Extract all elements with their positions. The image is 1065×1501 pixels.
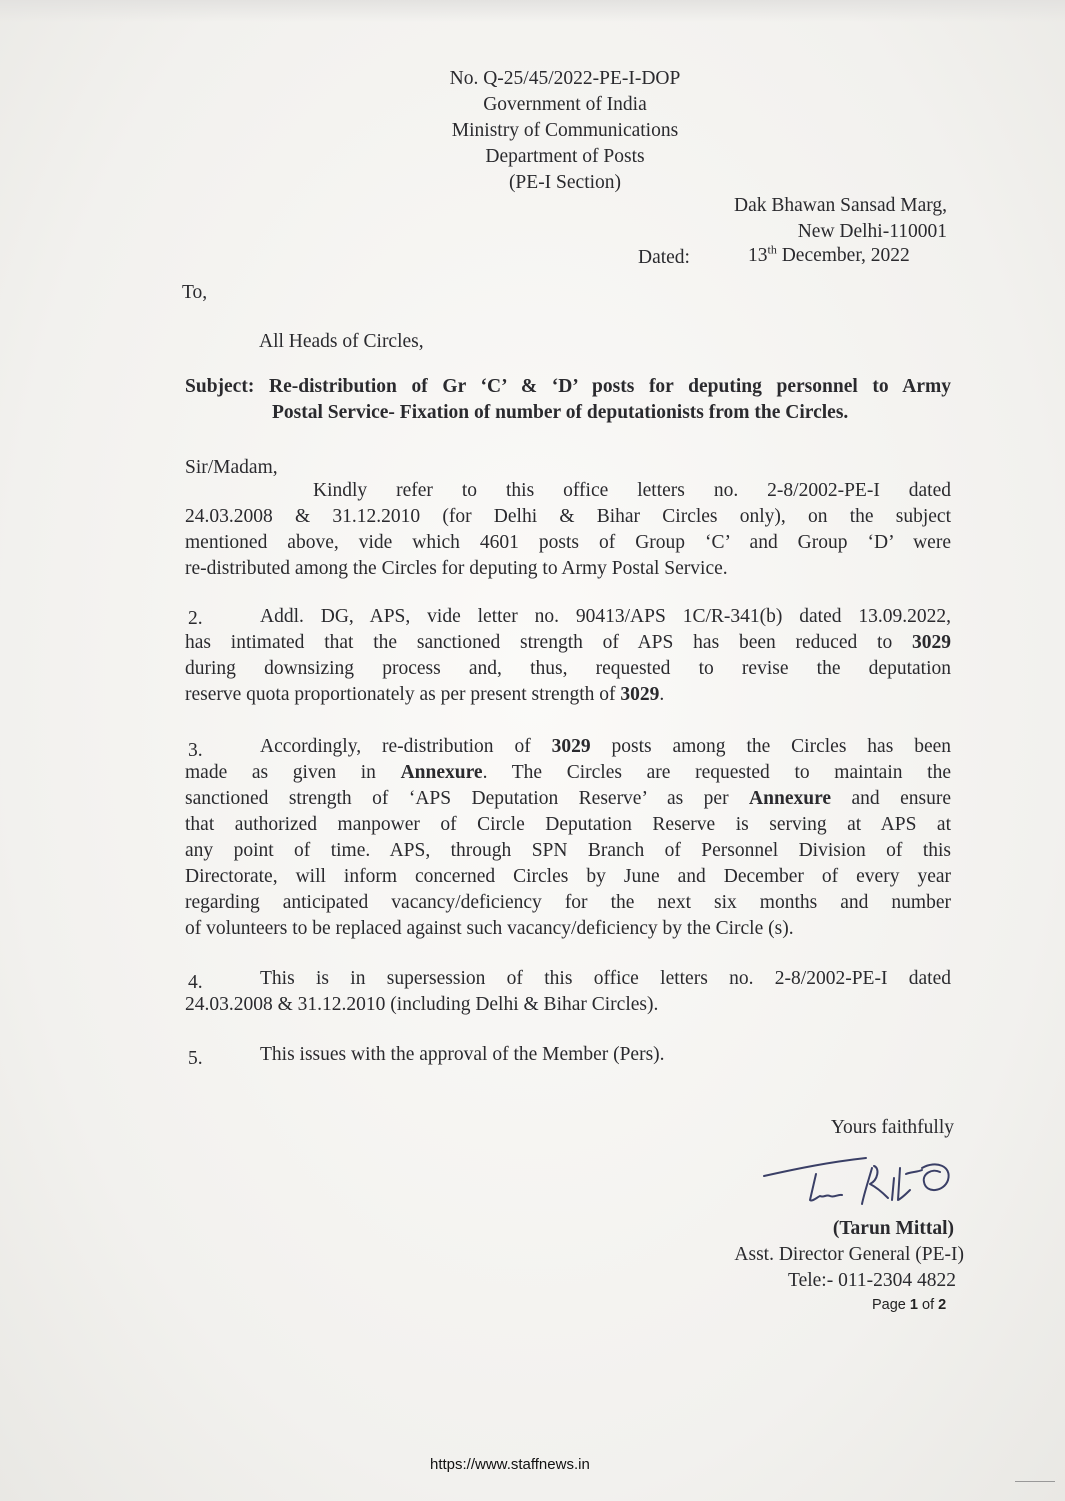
paragraph-4 (185, 966, 951, 1018)
address-line-1: Dak Bhawan Sansad Marg, (733, 195, 947, 216)
para1-line-2: 24.03.2008 & 31.12.2010 (for Delhi & Bihar Circles only), on the subject (185, 506, 951, 527)
scan-edge-shadow (0, 0, 1065, 22)
address-line-2: New Delhi-110001 (797, 221, 947, 242)
subject-line-1: Subject: Re-distribution of Gr ‘C’ & ‘D’ posts for deputing personnel to Army (185, 376, 951, 397)
subject-line-2: Postal Service- Fixation of number of deputationists from the Circles. (272, 402, 849, 423)
para2-line-2: has intimated that the sanctioned strength of APS has been reduced to 3029 (185, 632, 951, 653)
to-label: To, (182, 282, 208, 303)
signatory-telephone: Tele:- 011-2304 4822 (788, 1270, 956, 1291)
recipient: All Heads of Circles, (259, 331, 424, 352)
signatory-designation: Asst. Director General (PE-I) (734, 1244, 964, 1265)
paragraph-1 (185, 478, 951, 582)
para4-line-2: 24.03.2008 & 31.12.2010 (including Delhi & Bihar Circles). (185, 994, 659, 1015)
para1-line-3: mentioned above, vide which 4601 posts of Group ‘C’ and Group ‘D’ were (185, 532, 951, 553)
footer-url: https://www.staffnews.in (430, 1456, 590, 1473)
govt-line: Government of India (483, 94, 647, 115)
para2-line-3: during downsizing process and, thus, requested to revise the deputation (185, 658, 951, 679)
salutation: Sir/Madam, (185, 457, 278, 478)
section-line: (PE-I Section) (508, 172, 622, 193)
para4-line-1: This is in supersession of this office letters no. 2-8/2002-PE-I dated (260, 968, 951, 989)
page-number: Page 1 of 2 (872, 1297, 947, 1313)
para5-number: 5. (188, 1048, 203, 1069)
para5-line-1: This issues with the approval of the Member (Pers). (260, 1044, 665, 1065)
subject-block (185, 374, 951, 426)
para1-line-4: re-distributed among the Circles for deputing to Army Postal Service. (185, 558, 728, 579)
para3-line-1: Accordingly, re-distribution of 3029 posts among the Circles has been (260, 736, 952, 757)
para3-line-7: regarding anticipated vacancy/deficiency for the next six months and number (185, 892, 951, 913)
para3-line-8: of volunteers to be replaced against such vacancy/deficiency by the Circle (s). (185, 918, 794, 939)
para1-line-1: Kindly refer to this office letters no. 2-8/2002-PE-I dated (313, 480, 951, 501)
para2-number: 2. (188, 608, 203, 629)
closing: Yours faithfully (830, 1117, 954, 1138)
signatory-name: (Tarun Mittal) (832, 1218, 954, 1239)
file-number: No. Q-25/45/2022-PE-I-DOP (449, 68, 681, 89)
para3-line-6: Directorate, will inform concerned Circles by June and December of every year (185, 866, 951, 887)
para3-line-4: that authorized manpower of Circle Deputation Reserve is serving at APS at (185, 814, 951, 835)
para3-line-3: sanctioned strength of ‘APS Deputation Reserve’ as per Annexure and ensure (185, 788, 951, 809)
para4-number: 4. (188, 972, 203, 993)
ministry-line: Ministry of Communications (451, 120, 679, 141)
para2-line-4: reserve quota proportionately as per present strength of 3029. (185, 684, 665, 705)
scan-artifact-line (1015, 1481, 1055, 1482)
para3-line-2: made as given in Annexure. The Circles are requested to maintain the (185, 762, 951, 783)
dated-label: Dated: (638, 247, 690, 268)
letter-date: 13th December, 2022 (748, 242, 910, 266)
department-line: Department of Posts (485, 146, 645, 167)
paragraph-3 (185, 734, 951, 942)
para2-line-1: Addl. DG, APS, vide letter no. 90413/APS 1C/R-341(b) dated 13.09.2022, (260, 606, 951, 627)
para3-number: 3. (188, 740, 203, 761)
handwritten-signature (760, 1138, 960, 1212)
para3-line-5: any point of time. APS, through SPN Branch of Personnel Division of this (185, 840, 951, 861)
paragraph-2 (185, 604, 951, 708)
